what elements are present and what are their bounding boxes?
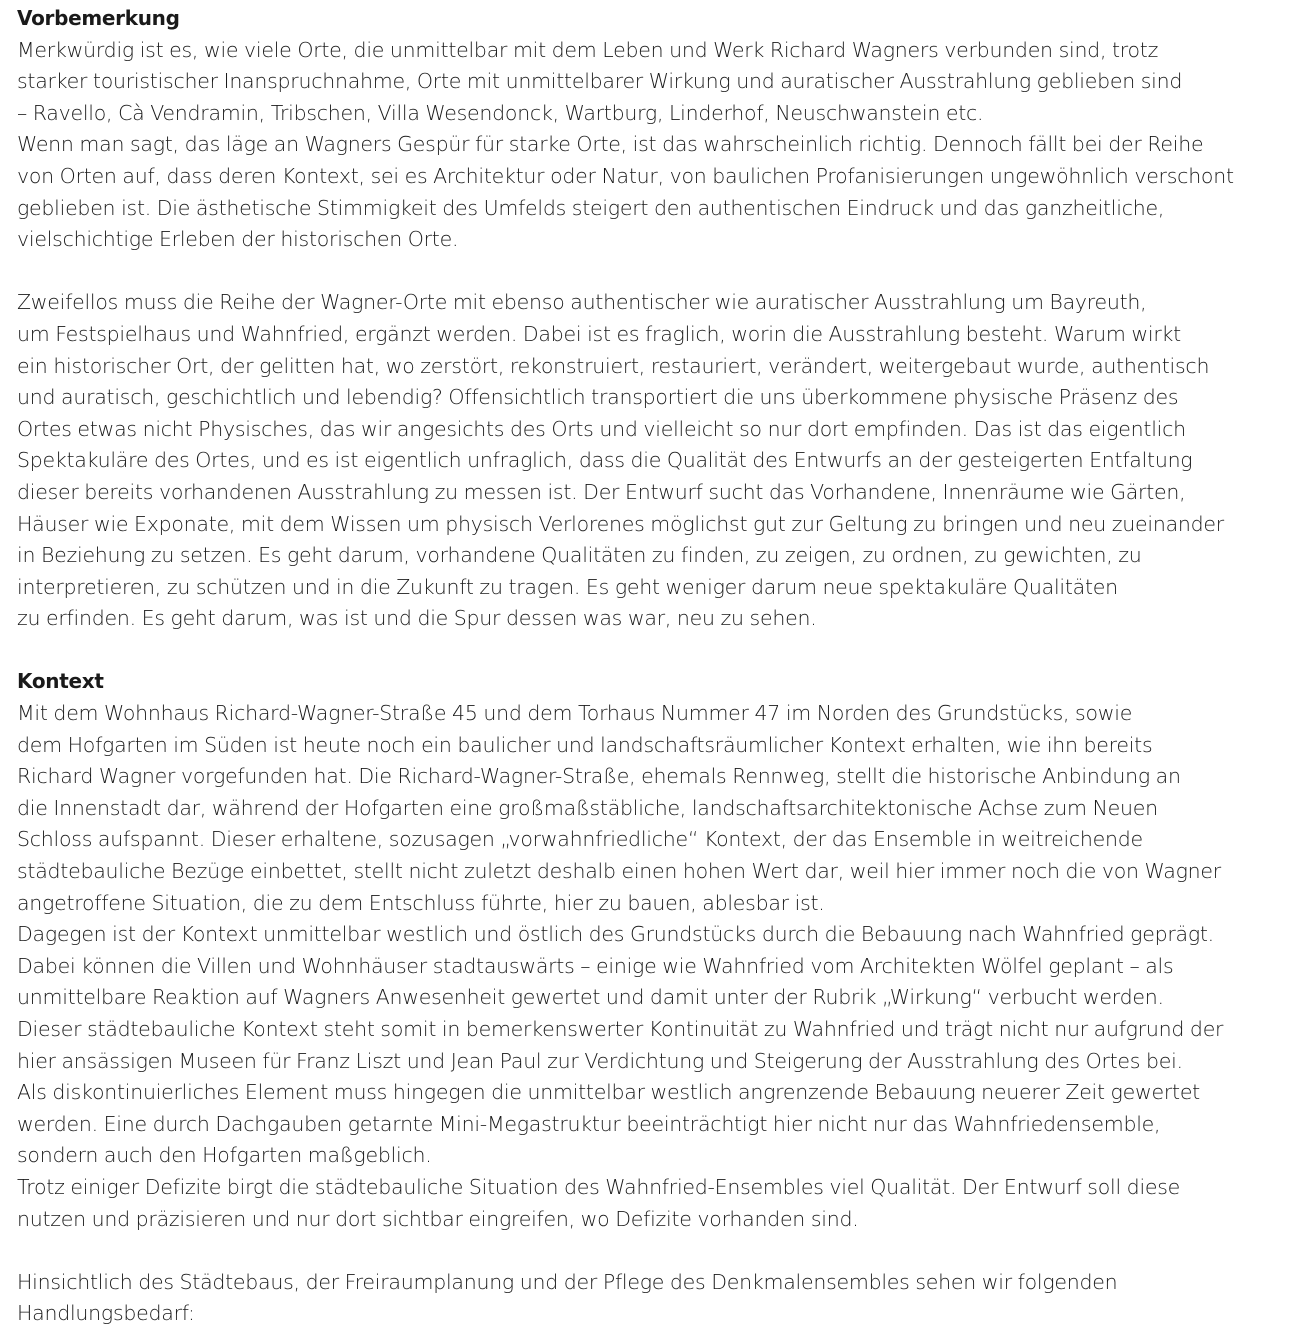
text-line: Mit dem Wohnhaus Richard-Wagner-Straße 45 und dem Torhaus Nummer 47 im Norden des Grundstücks, sowie: [17, 701, 1133, 726]
text-line: in Beziehung zu setzen. Es geht darum, vorhandene Qualitäten zu finden, zu zeigen, zu ordnen, zu gewichten, zu: [17, 543, 1142, 568]
text-line: vielschichtige Erleben der historischen Orte.: [17, 227, 459, 252]
text-line: Dieser städtebauliche Kontext steht somit in bemerkenswerter Kontinuität zu Wahnfried und trägt nicht nur aufgrund der: [17, 1017, 1224, 1041]
text-line: Spektakuläre des Ortes, und es ist eigentlich unfraglich, dass die Qualität des Entwurfs an der gesteigerten Entfaltung: [17, 448, 1193, 473]
text-line: starker touristischer Inanspruchnahme, Orte mit unmittelbarer Wirkung und auratischer Ausstrahlung geblieben sind: [17, 69, 1183, 94]
paragraph-spacer: [17, 635, 1297, 667]
text-line: Richard Wagner vorgefunden hat. Die Richard-Wagner-Straße, ehemals Rennweg, stellt die historische Anbindung an: [17, 764, 1181, 789]
text-line: ein historischer Ort, der gelitten hat, wo zerstört, rekonstruiert, restauriert, verändert, weitergebaut wurde, authentisch: [17, 353, 1210, 378]
text-line: geblieben ist. Die ästhetische Stimmigkeit des Umfelds steigert den authentischen Eindruck und das ganzheitliche,: [17, 195, 1165, 220]
text-line: werden. Eine durch Dachgauben getarnte Mini-Megastruktur beeinträchtigt hier nicht nur das Wahnfriedensemble,: [17, 1111, 1161, 1136]
text-line: städtebauliche Bezüge einbettet, stellt nicht zuletzt deshalb einen hohen Wert dar, weil hier immer noch die von Wagner: [17, 859, 1221, 884]
text-line: von Orten auf, dass deren Kontext, sei es Architektur oder Natur, von baulichen Profanisierungen ungewöhnlich verschont: [17, 163, 1234, 188]
text-line: – Ravello, Cà Vendramin, Tribschen, Villa Wesendonck, Wartburg, Linderhof, Neuschwanstein etc.: [17, 100, 984, 125]
text-line: Häuser wie Exponate, mit dem Wissen um physisch Verlorenes möglichst gut zur Geltung zu bringen und neu zueinander: [17, 511, 1224, 536]
text-line: und auratisch, geschichtlich und lebendig? Offensichtlich transportiert die uns überkommene physische Präsenz des: [17, 385, 1179, 410]
text-line: dem Hofgarten im Süden ist heute noch ein baulicher und landschaftsräumlicher Kontext erhalten, wie ihn bereits: [17, 732, 1153, 757]
text-line: zu erfinden. Es geht darum, was ist und die Spur dessen was war, neu zu sehen.: [17, 606, 817, 631]
text-line: um Festspielhaus und Wahnfried, ergänzt werden. Dabei ist es fraglich, worin die Ausstrahlung besteht. Warum wirkt: [17, 321, 1181, 346]
text-line: interpretieren, zu schützen und in die Zukunft zu tragen. Es geht weniger darum neue spektakuläre Qualitäten: [17, 574, 1118, 599]
paragraph-spacer: [17, 1235, 1297, 1267]
text-line: Dagegen ist der Kontext unmittelbar westlich und östlich des Grundstücks durch die Bebauung nach Wahnfried geprägt.: [17, 922, 1214, 947]
text-line: Wenn man sagt, das läge an Wagners Gespür für starke Orte, ist das wahrscheinlich richtig. Dennoch fällt bei der Reihe: [17, 132, 1204, 157]
section-heading: Vorbemerkung: [17, 6, 180, 30]
text-line: Trotz einiger Defizite birgt die städtebauliche Situation des Wahnfried-Ensembles viel Qualität. Der Entwurf soll diese: [17, 1174, 1181, 1199]
text-line: Dabei können die Villen und Wohnhäuser stadtauswärts – einige wie Wahnfried vom Architekten Wölfel geplant – als: [17, 953, 1174, 978]
section-heading: Kontext: [17, 669, 104, 694]
text-line: Hinsichtlich des Städtebaus, der Freiraumplanung und der Pflege des Denkmalensembles sehen wir folgenden: [17, 1269, 1118, 1294]
text-line: Handlungsbedarf:: [17, 1301, 195, 1326]
document-body: [17, 3, 1297, 1330]
text-line: dieser bereits vorhandenen Ausstrahlung zu messen ist. Der Entwurf sucht das Vorhandene, Innenräume wie Gärten,: [17, 479, 1186, 504]
text-line: Schloss aufspannt. Dieser erhaltene, sozusagen „vorwahnfriedliche“ Kontext, der das Ensemble in weitreichende: [17, 827, 1143, 852]
text-line: die Innenstadt dar, während der Hofgarten eine großmaßstäbliche, landschaftsarchitektonische Achse zum Neuen: [17, 795, 1158, 820]
text-line: Zweifellos muss die Reihe der Wagner-Orte mit ebenso authentischer wie auratischer Ausstrahlung um Bayreuth,: [17, 290, 1147, 315]
text-line: Merkwürdig ist es, wie viele Orte, die unmittelbar mit dem Leben und Werk Richard Wagners verbunden sind, trotz: [17, 37, 1159, 62]
paragraph-spacer: [17, 256, 1297, 288]
text-line: angetroffene Situation, die zu dem Entschluss führte, hier zu bauen, ablesbar ist.: [17, 890, 825, 915]
text-line: Ortes etwas nicht Physisches, das wir angesichts des Orts und vielleicht so nur dort empfinden. Das ist das eigentlich: [17, 416, 1186, 441]
text-line: nutzen und präzisieren und nur dort sichtbar eingreifen, wo Defizite vorhanden sind.: [17, 1206, 859, 1231]
text-line: unmittelbare Reaktion auf Wagners Anwesenheit gewertet und damit unter der Rubrik „Wirkung“ verbucht werden.: [17, 985, 1164, 1010]
text-line: sondern auch den Hofgarten maßgeblich.: [17, 1143, 432, 1168]
text-line: Als diskontinuierliches Element muss hingegen die unmittelbar westlich angrenzende Bebauung neuerer Zeit gewertet: [17, 1080, 1200, 1105]
text-line: hier ansässigen Museen für Franz Liszt und Jean Paul zur Verdichtung und Steigerung der Ausstrahlung des Ortes bei.: [17, 1048, 1183, 1073]
